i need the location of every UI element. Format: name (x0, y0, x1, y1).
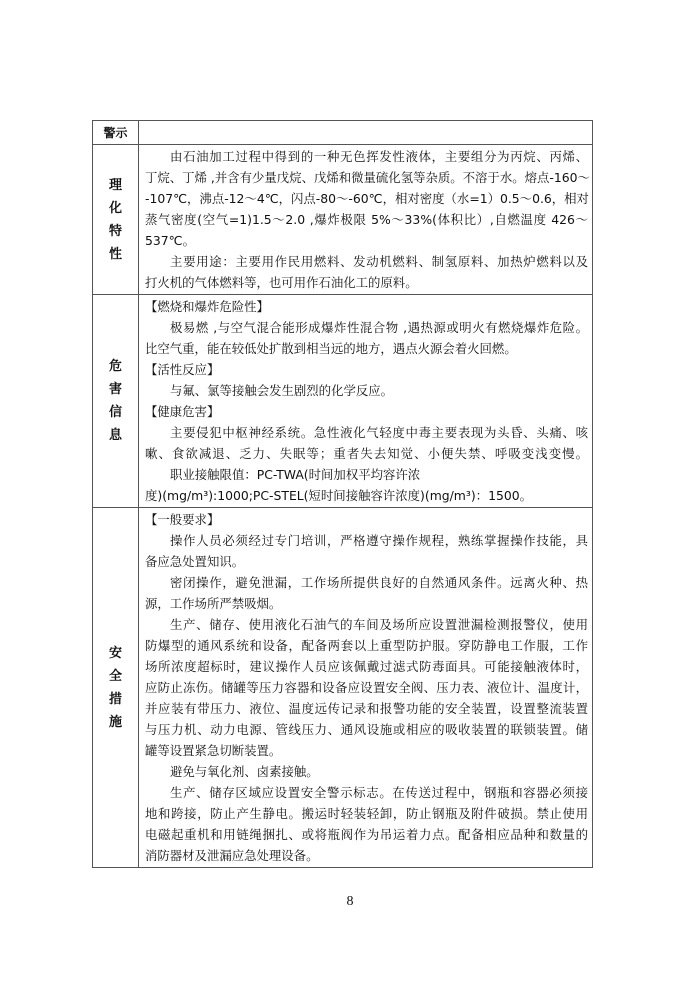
text-line: 避免与氧化剂、卤素接触。 (170, 764, 319, 779)
text-line: 由石油加工过程中得到的一种无色挥发性液体，主要组分为丙烷、丙烯、 (170, 149, 588, 164)
row-content-warning (139, 121, 593, 145)
chemical-safety-table (92, 120, 593, 868)
text-line: 源，工作场所严禁吸烟。 (145, 596, 282, 611)
text-line: 极易燃 ,与空气混合能形成爆炸性混合物 ,遇热源或明火有燃烧爆炸危险。 (170, 320, 588, 335)
text-line: 生产、储存、使用液化石油气的车间及场所应设置泄漏检测报警仪，使用 (170, 617, 588, 632)
text-line: 罐等设置紧急切断装置。 (145, 743, 282, 758)
row-content-physicochemical-properties (139, 145, 593, 295)
row-hazard-information (93, 295, 593, 508)
text-line: 打火机的气体燃料等，也可用作石油化工的原料。 (145, 275, 418, 290)
row-safety-measures (93, 508, 593, 868)
text-line: -107℃，沸点-12～4℃，闪点-80～-60℃，相对密度（水=1）0.5～0.6，相对 (145, 191, 589, 206)
text-line: 备应急处置知识。 (145, 554, 245, 569)
row-physicochemical-properties (93, 145, 593, 295)
text-line: 职业接触限值：PC-TWA(时间加权平均容许浓 (170, 467, 421, 482)
text-line: 丁烷、丁烯 ,并含有少量戊烷、戊烯和微量硫化氢等杂质。不溶于水。熔点-160～ (145, 170, 590, 185)
row-content-safety-measures (139, 508, 593, 868)
page-number: 8 (346, 894, 354, 909)
text-line: 【一般要求】 (145, 512, 220, 527)
text-line: 【活性反应】 (145, 362, 220, 377)
text-line: 并应装有带压力、液位、温度远传记录和报警功能的安全装置，设置整流装置 (145, 701, 588, 716)
row-label-hazard-information (93, 295, 139, 508)
text-line: 主要用途：主要用作民用燃料、发动机燃料、制氢原料、加热炉燃料以及 (170, 254, 588, 269)
text-line: 消防器材及泄漏应急处理设备。 (145, 848, 319, 863)
text-line: 地和跨接，防止产生静电。搬运时轻装轻卸，防止钢瓶及附件破损。禁止使用 (145, 806, 588, 821)
row-warning (93, 121, 593, 145)
row-content-hazard-information (139, 295, 593, 508)
text-line: 应防止冻伤。储罐等压力容器和设备应设置安全阀、压力表、液位计、温度计， (145, 680, 588, 695)
text-line: 操作人员必须经过专门培训，严格遵守操作规程，熟练掌握操作技能，具 (170, 533, 588, 548)
row-label-text: 危害信息 (109, 359, 123, 443)
text-line: 【健康危害】 (145, 404, 220, 419)
text-line: 场所浓度超标时，建议操作人员应该佩戴过滤式防毒面具。可能接触液体时， (145, 659, 588, 674)
text-line: 电磁起重机和用链绳捆扎、或将瓶阀作为吊运着力点。配备相应品种和数量的 (145, 827, 588, 842)
text-line: 蒸气密度(空气=1)1.5～2.0 ,爆炸极限 5%～33%(体积比）,自燃温度 426～ (145, 212, 588, 227)
text-line: 主要侵犯中枢神经系统。急性液化气轻度中毒主要表现为头昏、头痛、咳 (170, 425, 588, 440)
text-line: 比空气重，能在较低处扩散到相当远的地方，遇点火源会着火回燃。 (145, 341, 517, 356)
text-line: 537℃。 (145, 233, 195, 248)
text-line: 与氟、氯等接触会发生剧烈的化学反应。 (170, 383, 394, 398)
text-line: 度)(mg/m³):1000;PC-STEL(短时间接触容许浓度)(mg/m³)：1500。 (145, 488, 532, 503)
text-line: 【燃烧和爆炸危险性】 (145, 299, 269, 314)
row-label-physicochemical-properties (93, 145, 139, 295)
row-label-text: 安全措施 (109, 645, 123, 730)
row-label-text: 理化特性 (109, 177, 123, 262)
row-label-warning (93, 121, 139, 145)
row-label-safety-measures (93, 508, 139, 868)
text-line: 密闭操作，避免泄漏，工作场所提供良好的自然通风条件。远离火种、热 (170, 575, 588, 590)
text-line: 生产、储存区域应设置安全警示标志。在传送过程中，钢瓶和容器必须接 (170, 785, 588, 800)
row-label-text: 警示 (103, 125, 128, 140)
text-line: 嗽、食欲减退、乏力、失眠等；重者失去知觉、小便失禁、呼吸变浅变慢。 (145, 446, 588, 461)
text-line: 与压力机、动力电源、管线压力、通风设施或相应的吸收装置的联锁装置。储 (145, 722, 588, 737)
text-line: 防爆型的通风系统和设备，配备两套以上重型防护服。穿防静电工作服，工作 (145, 638, 588, 653)
